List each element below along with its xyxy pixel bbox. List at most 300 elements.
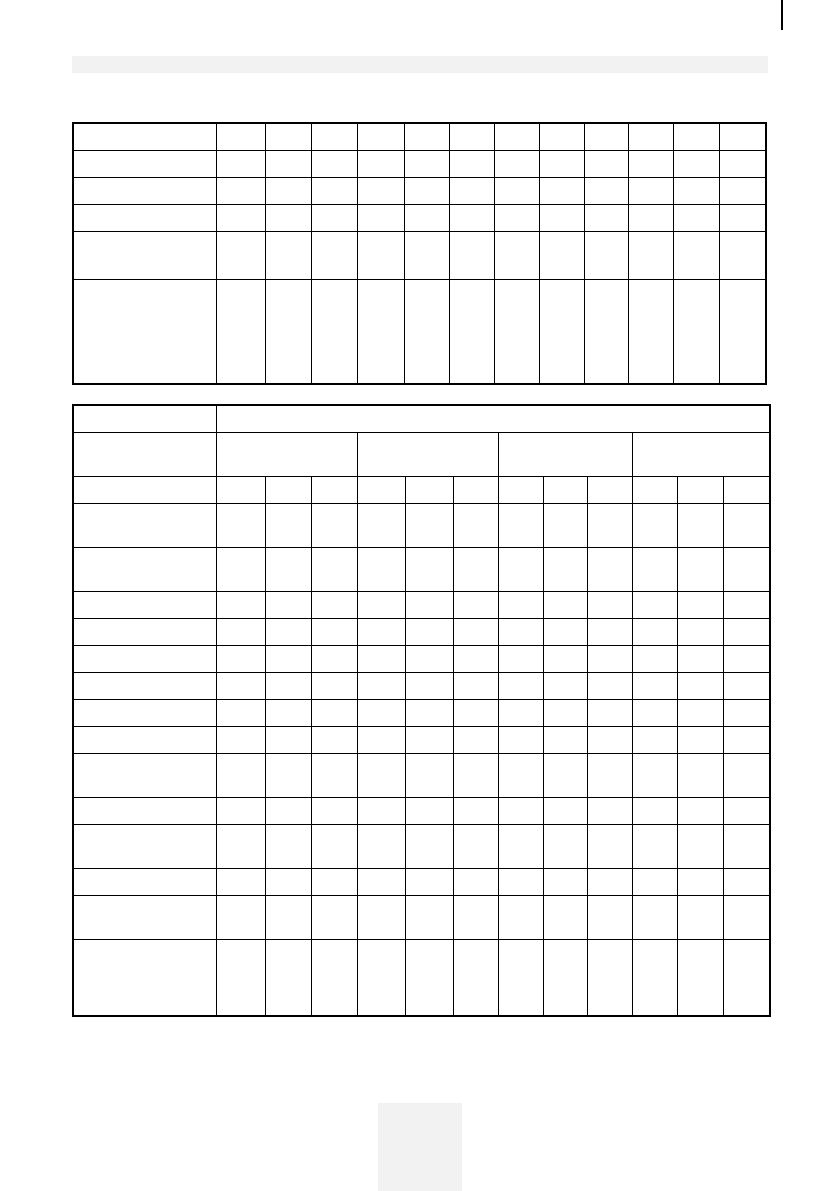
table-cell (216, 868, 265, 895)
table-row (73, 432, 770, 476)
table-cell (216, 547, 265, 591)
table-row (73, 204, 766, 231)
table-cell (265, 150, 311, 177)
table-cell (587, 672, 632, 699)
table-cell (673, 204, 719, 231)
table-row (73, 895, 770, 939)
table-cell (584, 123, 628, 150)
table-cell (405, 797, 453, 824)
table-cell (584, 204, 628, 231)
row-label-cell (73, 476, 216, 503)
table-cell (216, 231, 265, 279)
table-cell (453, 645, 498, 672)
table-row (73, 797, 770, 824)
table-cell (453, 547, 498, 591)
table-cell (494, 123, 539, 150)
table-cell (498, 547, 543, 591)
table-cell (265, 231, 311, 279)
table-cell (357, 279, 404, 384)
upper-table (72, 122, 767, 385)
table-cell (265, 868, 311, 895)
table-cell (357, 895, 405, 939)
table-cell (265, 547, 311, 591)
table-cell (265, 939, 311, 1016)
table-cell (673, 279, 719, 384)
table-cell (677, 797, 723, 824)
table-cell (265, 177, 311, 204)
table-row (73, 699, 770, 726)
table-row (73, 476, 770, 503)
table-cell (587, 503, 632, 547)
table-cell (216, 672, 265, 699)
row-label-cell (73, 895, 216, 939)
table-cell (543, 824, 587, 868)
table-cell (677, 503, 723, 547)
table-row (73, 753, 770, 797)
table-cell (719, 204, 766, 231)
table-cell (311, 123, 357, 150)
table-cell (673, 231, 719, 279)
table-cell (453, 591, 498, 618)
table-cell (311, 699, 357, 726)
table-cell (719, 279, 766, 384)
table-cell (673, 123, 719, 150)
table-cell (405, 547, 453, 591)
table-cell (587, 868, 632, 895)
table-cell (498, 503, 543, 547)
table-cell (405, 503, 453, 547)
table-row (73, 547, 770, 591)
table-cell (405, 618, 453, 645)
table-cell (453, 753, 498, 797)
table-cell (628, 177, 673, 204)
table-cell (311, 150, 357, 177)
table-cell (216, 204, 265, 231)
table-cell (632, 618, 677, 645)
table-row (73, 231, 766, 279)
group-header-cell (632, 432, 770, 476)
row-label-cell (73, 204, 216, 231)
table-row (73, 726, 770, 753)
table-cell (357, 645, 405, 672)
table-cell (587, 547, 632, 591)
table-cell (677, 824, 723, 868)
table-cell (216, 503, 265, 547)
table-cell (498, 699, 543, 726)
table-cell (265, 753, 311, 797)
table-cell (719, 150, 766, 177)
table-cell (539, 204, 584, 231)
table-cell (357, 868, 405, 895)
page-number-box (378, 1103, 462, 1191)
table-cell (723, 618, 770, 645)
table-cell (405, 753, 453, 797)
table-cell (311, 279, 357, 384)
row-label-cell (73, 672, 216, 699)
table-cell (587, 753, 632, 797)
group-header-cell (498, 432, 632, 476)
table-cell (357, 672, 405, 699)
table-cell (723, 591, 770, 618)
table-cell (265, 591, 311, 618)
header-label-cell (73, 432, 216, 476)
table-cell (357, 753, 405, 797)
table-cell (632, 503, 677, 547)
table-cell (543, 618, 587, 645)
table-cell (311, 591, 357, 618)
table-cell (498, 939, 543, 1016)
table-row (73, 672, 770, 699)
table-cell (405, 868, 453, 895)
table-cell (723, 753, 770, 797)
table-cell (216, 895, 265, 939)
table-cell (498, 895, 543, 939)
table-cell (265, 503, 311, 547)
table-cell (453, 797, 498, 824)
table-cell (543, 547, 587, 591)
table-cell (498, 753, 543, 797)
table-cell (632, 824, 677, 868)
table-cell (265, 476, 311, 503)
row-label-cell (73, 939, 216, 1016)
table-cell (453, 824, 498, 868)
table-cell (587, 726, 632, 753)
table-cell (311, 231, 357, 279)
table-cell (494, 231, 539, 279)
table-cell (498, 591, 543, 618)
table-cell (404, 204, 449, 231)
table-cell (498, 726, 543, 753)
table-cell (311, 753, 357, 797)
table-row (73, 645, 770, 672)
table-cell (543, 939, 587, 1016)
table-cell (723, 699, 770, 726)
table-cell (584, 231, 628, 279)
table-cell (216, 939, 265, 1016)
table-cell (216, 279, 265, 384)
table-cell (584, 279, 628, 384)
table-row (73, 150, 766, 177)
table-cell (632, 476, 677, 503)
table-cell (357, 150, 404, 177)
table-cell (405, 895, 453, 939)
table-cell (453, 699, 498, 726)
row-label-cell (73, 547, 216, 591)
table-cell (539, 279, 584, 384)
table-cell (216, 618, 265, 645)
table-cell (404, 150, 449, 177)
table-cell (265, 895, 311, 939)
table-cell (216, 726, 265, 753)
table-cell (405, 672, 453, 699)
header-bar (72, 56, 768, 73)
table-cell (628, 204, 673, 231)
table-cell (265, 618, 311, 645)
table-cell (265, 672, 311, 699)
table-cell (632, 699, 677, 726)
table-cell (677, 591, 723, 618)
table-cell (677, 618, 723, 645)
table-cell (543, 797, 587, 824)
table-cell (723, 895, 770, 939)
table-cell (673, 150, 719, 177)
table-cell (311, 503, 357, 547)
table-cell (628, 231, 673, 279)
header-label-cell (73, 405, 216, 432)
table-cell (311, 547, 357, 591)
table-cell (216, 123, 265, 150)
table-cell (677, 895, 723, 939)
table-cell (357, 824, 405, 868)
table-cell (405, 476, 453, 503)
table-cell (311, 895, 357, 939)
table-cell (357, 476, 405, 503)
table-cell (543, 672, 587, 699)
table-cell (723, 824, 770, 868)
table-row (73, 824, 770, 868)
table-cell (543, 476, 587, 503)
table-cell (311, 824, 357, 868)
row-label-cell (73, 503, 216, 547)
table-cell (216, 645, 265, 672)
table-cell (357, 231, 404, 279)
row-label-cell (73, 279, 216, 384)
table-cell (584, 150, 628, 177)
table-cell (632, 868, 677, 895)
table-cell (311, 204, 357, 231)
row-label-cell (73, 699, 216, 726)
table-row (73, 177, 766, 204)
table-cell (587, 618, 632, 645)
table-cell (405, 726, 453, 753)
table-cell (216, 177, 265, 204)
table-cell (498, 476, 543, 503)
table-cell (311, 476, 357, 503)
table-cell (265, 699, 311, 726)
table-cell (357, 797, 405, 824)
table-cell (677, 672, 723, 699)
table-cell (216, 699, 265, 726)
group-header-cell (357, 432, 498, 476)
table-row (73, 868, 770, 895)
lower-table (72, 404, 771, 1017)
table-cell (404, 279, 449, 384)
table-cell (453, 503, 498, 547)
table-cell (216, 591, 265, 618)
table-cell (498, 672, 543, 699)
row-label-cell (73, 123, 216, 150)
table-cell (311, 177, 357, 204)
table-cell (498, 868, 543, 895)
table-cell (357, 699, 405, 726)
table-cell (494, 177, 539, 204)
row-label-cell (73, 868, 216, 895)
table-cell (677, 939, 723, 1016)
table-cell (265, 797, 311, 824)
table-row (73, 618, 770, 645)
table-cell (632, 547, 677, 591)
table-cell (543, 753, 587, 797)
table-cell (543, 895, 587, 939)
table-cell (723, 797, 770, 824)
table-cell (677, 726, 723, 753)
table-cell (311, 618, 357, 645)
table-cell (449, 177, 494, 204)
table-cell (453, 895, 498, 939)
table-cell (357, 726, 405, 753)
table-cell (719, 177, 766, 204)
table-cell (543, 645, 587, 672)
table-cell (677, 868, 723, 895)
table-cell (632, 645, 677, 672)
row-label-cell (73, 618, 216, 645)
table-cell (628, 150, 673, 177)
table-cell (587, 895, 632, 939)
table-row (73, 279, 766, 384)
table-cell (216, 753, 265, 797)
row-label-cell (73, 824, 216, 868)
table-cell (719, 123, 766, 150)
table-cell (311, 868, 357, 895)
table-cell (539, 231, 584, 279)
table-cell (543, 503, 587, 547)
table-cell (677, 476, 723, 503)
table-cell (405, 699, 453, 726)
table-cell (216, 476, 265, 503)
table-cell (723, 672, 770, 699)
table-cell (265, 645, 311, 672)
table-row (73, 939, 770, 1016)
table-cell (357, 618, 405, 645)
table-cell (587, 824, 632, 868)
table-cell (453, 726, 498, 753)
table-cell (723, 476, 770, 503)
table-cell (543, 726, 587, 753)
table-cell (632, 797, 677, 824)
table-cell (357, 123, 404, 150)
table-cell (449, 123, 494, 150)
table-cell (543, 699, 587, 726)
table-row (73, 405, 770, 432)
row-label-cell (73, 150, 216, 177)
table-cell (677, 699, 723, 726)
table-cell (357, 177, 404, 204)
table-cell (494, 150, 539, 177)
table-cell (543, 868, 587, 895)
table-cell (453, 939, 498, 1016)
table-cell (449, 150, 494, 177)
table-cell (453, 618, 498, 645)
table-cell (311, 939, 357, 1016)
row-label-cell (73, 177, 216, 204)
spanning-header-cell (216, 405, 770, 432)
table-cell (723, 645, 770, 672)
table-cell (216, 824, 265, 868)
table-cell (539, 177, 584, 204)
table-cell (265, 204, 311, 231)
table-cell (584, 177, 628, 204)
table-cell (587, 939, 632, 1016)
table-cell (587, 645, 632, 672)
row-label-cell (73, 753, 216, 797)
table-cell (265, 279, 311, 384)
table-cell (498, 797, 543, 824)
table-cell (405, 591, 453, 618)
table-cell (498, 824, 543, 868)
table-cell (405, 824, 453, 868)
table-cell (632, 672, 677, 699)
table-cell (723, 868, 770, 895)
table-cell (632, 753, 677, 797)
table-cell (357, 503, 405, 547)
table-cell (449, 279, 494, 384)
table-cell (357, 939, 405, 1016)
table-cell (265, 123, 311, 150)
table-cell (723, 503, 770, 547)
table-cell (673, 177, 719, 204)
table-row (73, 503, 770, 547)
row-label-cell (73, 645, 216, 672)
table-cell (543, 591, 587, 618)
table-cell (628, 279, 673, 384)
table-cell (677, 753, 723, 797)
table-cell (405, 939, 453, 1016)
table-cell (449, 231, 494, 279)
table-cell (723, 939, 770, 1016)
table-cell (587, 699, 632, 726)
table-cell (405, 645, 453, 672)
table-cell (723, 547, 770, 591)
table-cell (311, 797, 357, 824)
table-cell (723, 726, 770, 753)
table-row (73, 591, 770, 618)
table-cell (719, 231, 766, 279)
table-cell (498, 645, 543, 672)
table-cell (265, 824, 311, 868)
table-cell (311, 672, 357, 699)
table-cell (677, 547, 723, 591)
table-cell (587, 797, 632, 824)
table-cell (216, 797, 265, 824)
table-cell (404, 123, 449, 150)
row-label-cell (73, 797, 216, 824)
table-cell (311, 726, 357, 753)
row-label-cell (73, 591, 216, 618)
row-label-cell (73, 726, 216, 753)
table-cell (404, 177, 449, 204)
table-cell (357, 204, 404, 231)
table-cell (357, 547, 405, 591)
table-cell (632, 726, 677, 753)
table-cell (632, 591, 677, 618)
table-cell (216, 150, 265, 177)
table-cell (453, 476, 498, 503)
group-header-cell (216, 432, 357, 476)
table-row (73, 123, 766, 150)
table-cell (453, 868, 498, 895)
table-cell (632, 895, 677, 939)
table-cell (628, 123, 673, 150)
crop-mark (781, 0, 783, 30)
table-cell (498, 618, 543, 645)
table-cell (357, 591, 405, 618)
table-cell (539, 123, 584, 150)
table-cell (265, 726, 311, 753)
table-cell (494, 204, 539, 231)
table-cell (404, 231, 449, 279)
table-cell (449, 204, 494, 231)
table-cell (677, 645, 723, 672)
